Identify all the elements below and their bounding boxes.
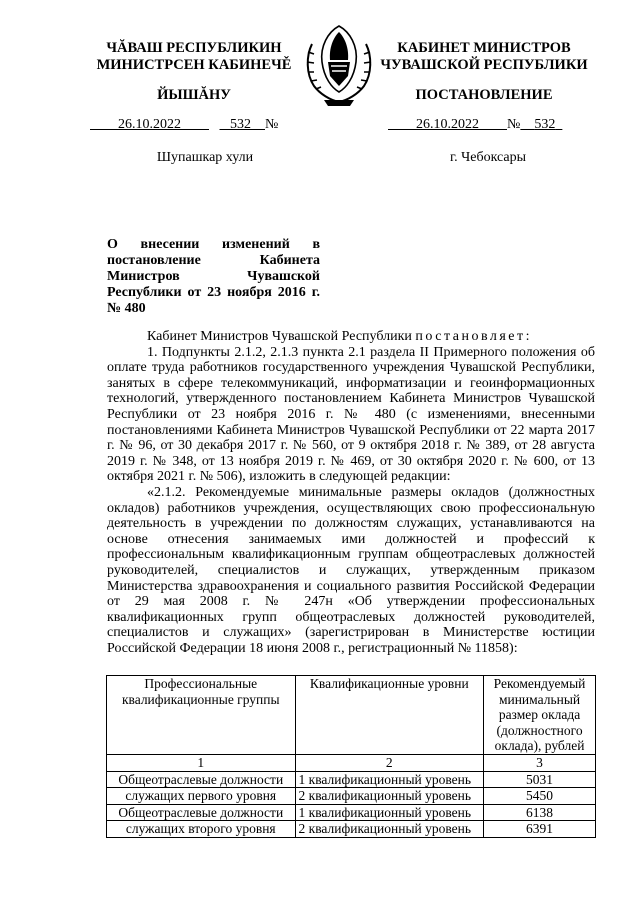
left-date: 26.10.2022 [118, 117, 181, 132]
left-doc-type: ЙЫШĂНУ [157, 87, 231, 103]
salary-cell: 6391 [484, 821, 596, 838]
intro-resolves: постановляет: [415, 329, 533, 344]
right-date: 26.10.2022 [416, 117, 479, 132]
header-groups: Профессиональные квалификационные группы [107, 676, 296, 755]
right-org-title [368, 40, 600, 74]
group-name-cell: служащих второго уровня [107, 821, 296, 838]
left-number-sign: № [265, 117, 279, 132]
right-doc-type: ПОСТАНОВЛЕНИЕ [415, 87, 553, 103]
right-org-title-line-1: КАБИНЕТ МИНИСТРОВ [397, 40, 571, 56]
table-row [107, 804, 596, 821]
left-org-title-line-1: ЧĂВАШ РЕСПУБЛИКИН [106, 40, 282, 56]
group-name-cell: Общеотраслевые должности [107, 804, 296, 821]
salary-table [106, 675, 596, 838]
salary-cell: 5031 [484, 771, 596, 788]
right-number: 532 [534, 117, 556, 132]
table-row [107, 821, 596, 838]
salary-cell: 6138 [484, 804, 596, 821]
level-cell: 1 квалификационный уровень [295, 771, 484, 788]
level-cell: 2 квалификационный уровень [295, 788, 484, 805]
level-cell: 1 квалификационный уровень [295, 804, 484, 821]
paragraph-2: «2.1.2. Рекомендуемые минимальные размеры окладов (должностных окладов) работников учреждения, осуществляющих свою профессиональную деятельность в учреждении по должностям служащих, устанавливаются на основе отнесения занимаемых ими должностей и профессий к профессиональным квалификационным группам общеотраслевых должностей руководителей, специалистов и служащих, утвержденным приказом Министерства здравоохранения и социального развития Российской Федерации от 29 мая 2008 г. № 247н «Об утверждении профессиональных квалификационных групп общеотраслевых должностей руководителей, специалистов и служащих» (зарегистрирован в Министерстве юстиции Российской Федерации 18 июня 2008 г., регистрационный № 11858): [107, 484, 595, 656]
left-place: Шупашкар хули [156, 150, 254, 165]
header-salary: Рекомендуемый минимальный размер оклада (должностного оклада), рублей [484, 676, 596, 755]
document-body [107, 329, 595, 656]
right-number-sign: № [507, 117, 521, 132]
paragraph-1: 1. Подпункты 2.1.2, 2.1.3 пункта 2.1 раздела II Примерного положения об оплате труда работников государственного учреждения Чувашской Республики, занятых в сфере телекоммуникаций, информатизации и геоинформационных технологий, утвержденного постановлением Кабинета Министров Чувашской Республики от 23 ноября 2016 г. № 480 (с изменениями, внесенными постановлениями Кабинета Министров Чувашской Республики от 22 марта 2017 г. № 96, от 30 декабря 2017 г. № 560, от 9 октября 2018 г. № 389, от 28 августа 2019 г. № 348, от 13 ноября 2019 г. № 469, от 30 октября 2020 г. № 600, от 13 октября 2021 г. № 506), изложить в следующей редакции: [107, 344, 595, 485]
group-name-cell: Общеотраслевые должности [107, 771, 296, 788]
table-number-row [107, 755, 596, 772]
left-number: 532 [230, 117, 251, 132]
right-date-number-line [388, 117, 562, 133]
salary-cell: 5450 [484, 788, 596, 805]
table-row [107, 788, 596, 805]
col-number-2: 2 [295, 755, 484, 772]
header-levels: Квалификационные уровни [295, 676, 484, 755]
table-row [107, 771, 596, 788]
right-place: г. Чебоксары [449, 150, 527, 165]
left-org-title [78, 40, 310, 74]
col-number-3: 3 [484, 755, 596, 772]
intro-paragraph [107, 329, 595, 345]
group-name-cell: служащих первого уровня [107, 788, 296, 805]
left-date-number-line [90, 117, 278, 133]
table-header-row [107, 676, 596, 755]
level-cell: 2 квалификационный уровень [295, 821, 484, 838]
col-number-1: 1 [107, 755, 296, 772]
document-subject: О внесении изменений в постановление Кабинета Министров Чувашской Республики от 23 ноября 2016 г. № 480 [107, 237, 320, 316]
intro-lead: Кабинет Министров Чувашской Республики [147, 329, 416, 344]
left-org-title-line-2: МИНИСТРСЕН КАБИНЕЧĚ [96, 57, 292, 73]
right-org-title-line-2: ЧУВАШСКОЙ РЕСПУБЛИКИ [380, 57, 588, 73]
